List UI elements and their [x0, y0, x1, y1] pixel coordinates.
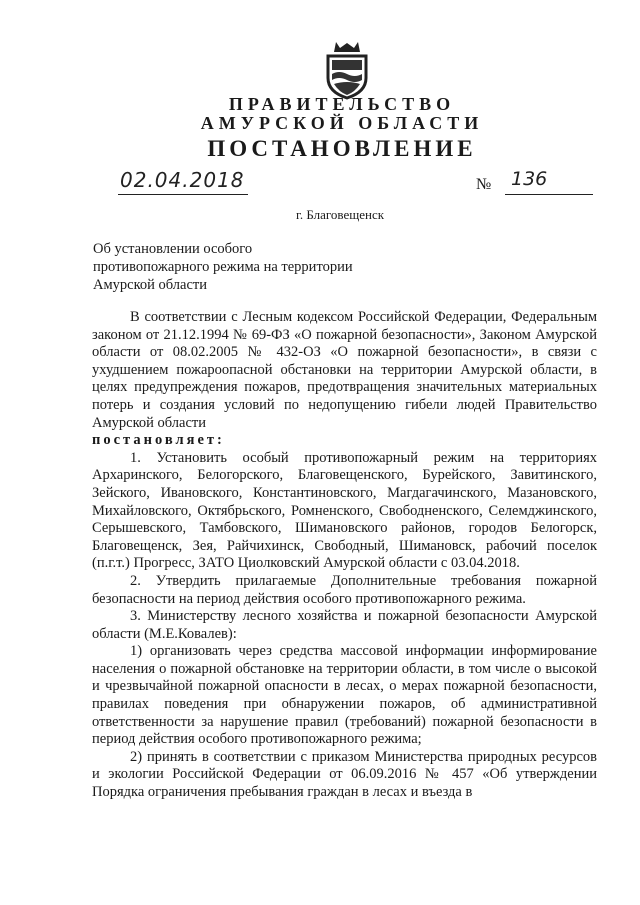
region-title: АМУРСКОЙ ОБЛАСТИ	[200, 113, 484, 133]
paragraph-2: 2. Утвердить прилагаемые Дополнительные требования пожарной безопасности на период действия особого противопожарного режима.	[92, 572, 597, 607]
paragraph-1: 1. Установить особый противопожарный режим на территориях Архаринского, Белогорского, Благовещенского, Бурейского, Завитинского, Зейского, Ивановского, Константиновского, Магдагачинского, Мазановского, Михайловского, Октябрьского, Ромненского, Свободненского, Селемджинского, Серышевского, Тамбовского, Шимановского районов, городов Белогорск, Благовещенск, Зея, Райчихинск, Свободный, Шимановск, рабочий поселок (п.г.т.) Прогресс, ЗАТО Циолковский Амурской области с 03.04.2018.	[92, 449, 597, 572]
paragraph-3-2: 2) принять в соответствии с приказом Министерства природных ресурсов и экологии Российской Федерации от 06.09.2016 № 457 «Об утверждении Порядка ограничения пребывания граждан в лесах и въезда в	[92, 748, 597, 801]
date-field	[118, 168, 248, 195]
coat-of-arms-icon	[322, 40, 372, 100]
government-title: ПРАВИТЕЛЬСТВО	[228, 94, 456, 114]
city-name: г. Благовещенск	[295, 207, 385, 222]
document-type: ПОСТАНОВЛЕНИЕ	[207, 136, 477, 161]
preamble-paragraph: В соответствии с Лесным кодексом Российской Федерации, Федеральным законом от 21.12.1994 № 69-ФЗ «О пожарной безопасности», Законом Амурской области от 08.02.2005 № 432-ОЗ «О пожарной безопасности», в связи с ухудшением пожароопасной обстановки на территории Амурской области, в целях предупреждения пожаров, предотвращения значительных материальных потерь и создания условий по недопущению гибели людей Правительство Амурской области	[92, 309, 597, 431]
number-label: №	[476, 176, 492, 193]
document-subject: Об установлении особого противопожарного режима на территории Амурской области	[93, 241, 353, 293]
resolves-keyword: постановляет:	[92, 432, 225, 449]
paragraph-3: 3. Министерству лесного хозяйства и пожарной безопасности Амурской области (М.Е.Ковалев):	[92, 608, 597, 642]
handwritten-number: 136	[511, 168, 548, 190]
handwritten-date: 02.04.2018	[120, 168, 245, 192]
document-body	[92, 309, 597, 802]
paragraph-3-1: 1) организовать через средства массовой информации информирование населения о пожарной обстановке на территории области, в том числе о высокой и чрезвычайной пожарной опасности в лесах, о мерах пожарной безопасности, правилах поведения при обнаружении пожаров, об административной ответственности за нарушение правил (требований) пожарной безопасности в период действия особого противопожарного режима;	[92, 643, 597, 748]
number-field	[505, 168, 593, 195]
